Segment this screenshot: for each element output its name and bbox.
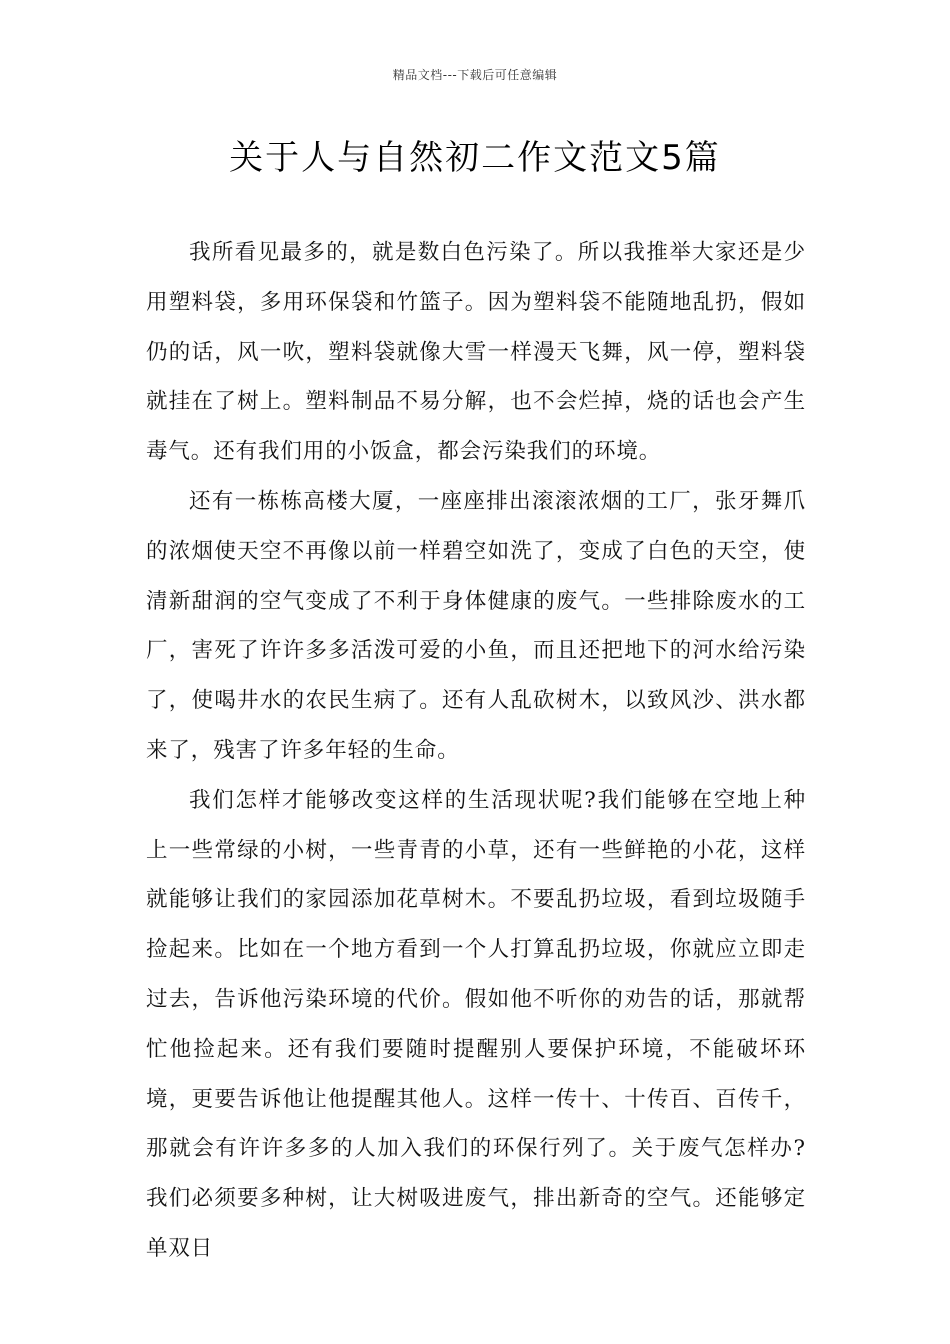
- document-body: [146, 228, 806, 1274]
- header-note: 精品文档---下载后可任意编辑: [392, 68, 558, 82]
- paragraph-3: 我们怎样才能够改变这样的生活现状呢?我们能够在空地上种上一些常绿的小树，一些青青的小草，还有一些鲜艳的小花，这样就能够让我们的家园添加花草树木。不要乱扔垃圾，看到垃圾随手捡起来。比如在一个地方看到一个人打算乱扔垃圾，你就应立即走过去，告诉他污染环境的代价。假如他不听你的劝告的话，那就帮忙他捡起来。还有我们要随时提醒别人要保护环境，不能破坏环境，更要告诉他让他提醒其他人。这样一传十、十传百、百传千，那就会有许许多多的人加入我们的环保行列了。关于废气怎样办?我们必须要多种树，让大树吸进废气，排出新奇的空气。还能够定单双日: [146, 787, 806, 1261]
- document-title: 关于人与自然初二作文范文5篇: [229, 138, 721, 178]
- paragraph-1: 我所看见最多的，就是数白色污染了。所以我推举大家还是少用塑料袋，多用环保袋和竹篮子。因为塑料袋不能随地乱扔，假如仍的话，风一吹，塑料袋就像大雪一样漫天飞舞，风一停，塑料袋就挂在了树上。塑料制品不易分解，也不会烂掉，烧的话也会产生毒气。还有我们用的小饭盒，都会污染我们的环境。: [146, 240, 806, 465]
- paragraph-2: 还有一栋栋高楼大厦，一座座排出滚滚浓烟的工厂，张牙舞爪的浓烟使天空不再像以前一样碧空如洗了，变成了白色的天空，使清新甜润的空气变成了不利于身体健康的废气。一些排除废水的工厂，害死了许许多多活泼可爱的小鱼，而且还把地下的河水给污染了，使喝井水的农民生病了。还有人乱砍树木，以致风沙、洪水都来了，残害了许多年轻的生命。: [146, 488, 806, 763]
